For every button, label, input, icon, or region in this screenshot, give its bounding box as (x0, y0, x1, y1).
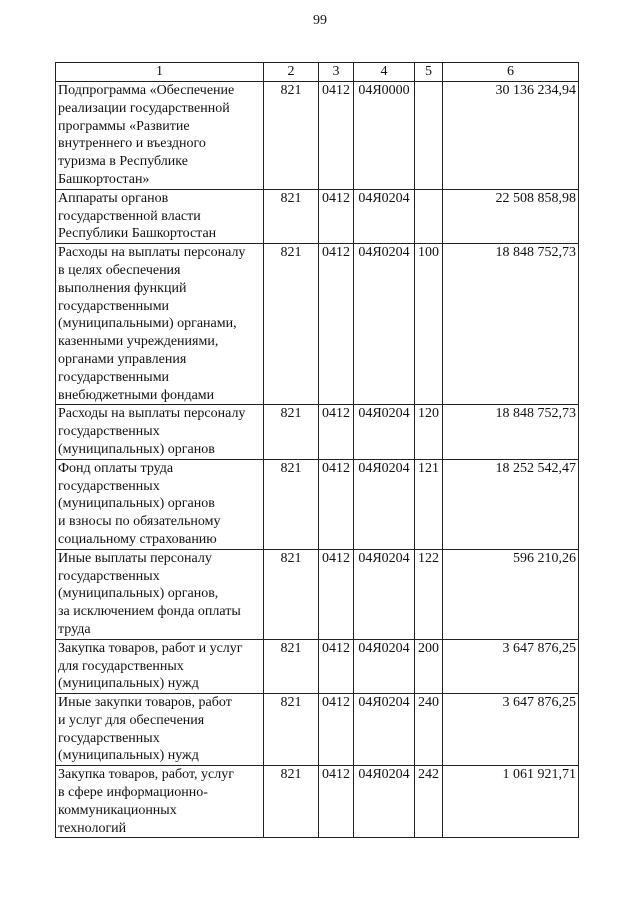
row-sum: 30 136 234,94 (443, 82, 579, 190)
row-name-line: Расходы на выплаты персоналу (58, 245, 246, 261)
row-name-line: государственной власти (58, 208, 201, 224)
row-expense-type: 121 (415, 459, 443, 549)
header-col-3: 3 (319, 63, 354, 82)
table-row (56, 82, 579, 190)
row-name (56, 189, 264, 243)
table-row (56, 639, 579, 693)
row-ved: 821 (264, 244, 319, 405)
row-name-line: социальному страхованию (58, 531, 217, 547)
table-header-row (56, 63, 579, 82)
row-name-line: и взносы по обязательному (58, 514, 221, 530)
row-name-line: (муниципальных) нужд (58, 676, 199, 692)
row-section: 0412 (319, 405, 354, 459)
row-name-line: (муниципальных) органов (58, 496, 215, 512)
row-section: 0412 (319, 82, 354, 190)
row-name-line: Республики Башкортостан (58, 226, 217, 242)
row-name-line: туризма в Республике (58, 154, 188, 170)
row-name-line: Подпрограмма «Обеспечение (58, 83, 235, 98)
row-sum: 18 252 542,47 (443, 459, 579, 549)
row-name-line: государственных (58, 730, 160, 746)
page-number: 99 (313, 13, 327, 28)
row-section: 0412 (319, 459, 354, 549)
row-sum: 3 647 876,25 (443, 694, 579, 766)
row-name-line: Фонд оплаты труда (58, 460, 174, 476)
row-target-article: 04Я0204 (354, 694, 415, 766)
row-name-line: государственных (58, 478, 160, 494)
row-name (56, 82, 264, 190)
row-name (56, 639, 264, 693)
table-row (56, 405, 579, 459)
row-sum: 22 508 858,98 (443, 189, 579, 243)
row-name-line: программы «Развитие (58, 118, 190, 134)
row-name-line: Башкортостан» (58, 171, 150, 187)
row-target-article: 04Я0204 (354, 189, 415, 243)
table-body (56, 82, 579, 838)
row-expense-type: 122 (415, 549, 443, 639)
row-name-line: государственными (58, 369, 170, 385)
header-col-2: 2 (264, 63, 319, 82)
row-expense-type (415, 82, 443, 190)
row-expense-type: 200 (415, 639, 443, 693)
row-name-line: и услуг для обеспечения (58, 712, 205, 728)
header-col-1: 1 (56, 63, 264, 82)
row-name-line: (муниципальных) органов (58, 441, 215, 457)
row-name-line: технологий (58, 820, 127, 836)
row-name-line: (муниципальных) нужд (58, 748, 199, 764)
row-expense-type (415, 189, 443, 243)
row-name (56, 459, 264, 549)
row-name-line: государственных (58, 424, 160, 440)
row-name-line: в сфере информационно- (58, 785, 208, 801)
row-name-line: выполнения функций (58, 280, 187, 296)
row-name (56, 694, 264, 766)
table-row (56, 244, 579, 405)
row-ved: 821 (264, 405, 319, 459)
row-section: 0412 (319, 549, 354, 639)
row-name-line: для государственных (58, 658, 184, 674)
row-section: 0412 (319, 189, 354, 243)
row-name-line: Аппараты органов (58, 190, 169, 206)
row-ved: 821 (264, 766, 319, 838)
row-name-line: внебюджетными фондами (58, 387, 215, 403)
row-ved: 821 (264, 694, 319, 766)
row-name (56, 766, 264, 838)
row-sum: 18 848 752,73 (443, 405, 579, 459)
row-section: 0412 (319, 766, 354, 838)
row-name-line: в целях обеспечения (58, 262, 181, 278)
row-expense-type: 242 (415, 766, 443, 838)
row-name-line: реализации государственной (58, 100, 230, 116)
row-target-article: 04Я0204 (354, 639, 415, 693)
row-name-line: Закупка товаров, работ, услуг (58, 767, 234, 783)
table-row (56, 189, 579, 243)
row-name-line: внутреннего и въездного (58, 136, 206, 152)
row-ved: 821 (264, 549, 319, 639)
row-target-article: 04Я0000 (354, 82, 415, 190)
row-sum: 1 061 921,71 (443, 766, 579, 838)
row-name-line: Расходы на выплаты персоналу (58, 406, 246, 422)
row-expense-type: 120 (415, 405, 443, 459)
row-ved: 821 (264, 82, 319, 190)
row-section: 0412 (319, 694, 354, 766)
row-name-line: Иные выплаты персоналу (58, 550, 212, 566)
table-row (56, 766, 579, 838)
row-target-article: 04Я0204 (354, 549, 415, 639)
row-name-line: (муниципальными) органами, (58, 316, 237, 332)
row-sum: 3 647 876,25 (443, 639, 579, 693)
row-expense-type: 240 (415, 694, 443, 766)
row-name-line: за исключением фонда оплаты (58, 604, 241, 620)
row-sum: 596 210,26 (443, 549, 579, 639)
row-name-line: казенными учреждениями, (58, 334, 219, 350)
row-name-line: труда (58, 621, 91, 637)
row-name-line: органами управления (58, 351, 187, 367)
row-name-line: Иные закупки товаров, работ (58, 695, 232, 711)
row-section: 0412 (319, 244, 354, 405)
row-name-line: коммуникационных (58, 802, 177, 818)
row-name-line: (муниципальных) органов, (58, 586, 219, 602)
row-name (56, 405, 264, 459)
row-name (56, 549, 264, 639)
row-target-article: 04Я0204 (354, 766, 415, 838)
table-row (56, 549, 579, 639)
header-col-5: 5 (415, 63, 443, 82)
row-expense-type: 100 (415, 244, 443, 405)
row-ved: 821 (264, 189, 319, 243)
row-section: 0412 (319, 639, 354, 693)
table-row (56, 694, 579, 766)
header-col-4: 4 (354, 63, 415, 82)
row-name-line: государственными (58, 298, 170, 314)
row-name-line: государственных (58, 568, 160, 584)
row-target-article: 04Я0204 (354, 405, 415, 459)
row-target-article: 04Я0204 (354, 459, 415, 549)
table-row (56, 459, 579, 549)
row-target-article: 04Я0204 (354, 244, 415, 405)
row-name-line: Закупка товаров, работ и услуг (58, 640, 243, 656)
header-col-6: 6 (443, 63, 579, 82)
budget-table (55, 62, 579, 838)
row-sum: 18 848 752,73 (443, 244, 579, 405)
row-name (56, 244, 264, 405)
row-ved: 821 (264, 459, 319, 549)
row-ved: 821 (264, 639, 319, 693)
